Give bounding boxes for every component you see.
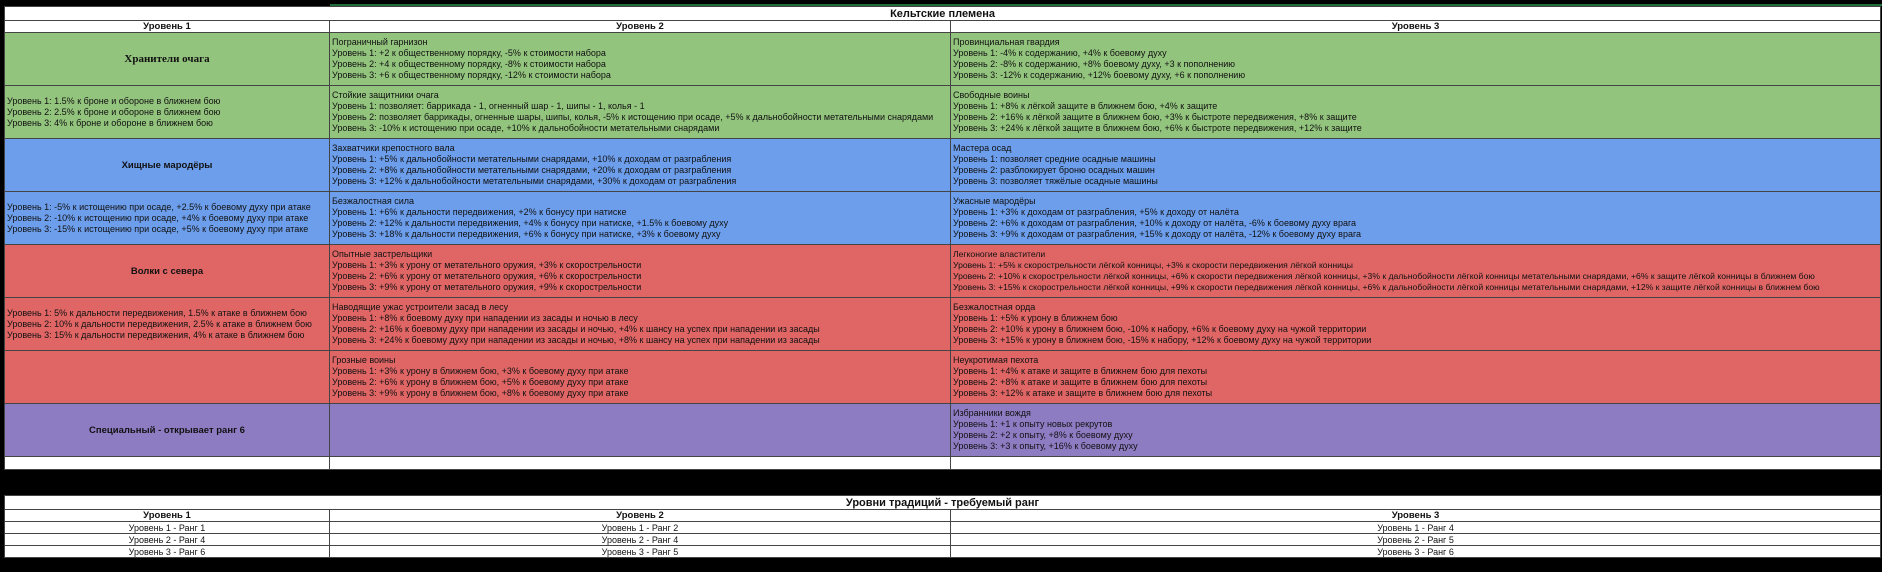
l3-line: Уровень 2: +8% к атаке и защите в ближнем бою для пехоты — [953, 377, 1208, 387]
l3-cell[interactable] — [951, 298, 1881, 351]
l3-line: Уровень 3: +15% к урону в ближнем бою, -15% к набору, +12% к боевому духу на чужой территории — [953, 335, 1372, 345]
l2-line: Уровень 1: +2 к общественному порядку, -5% к стоимости набора — [332, 48, 606, 58]
l1-cell[interactable] — [5, 298, 330, 351]
l3-title: Избранники вождя — [953, 408, 1031, 418]
l1-line: Уровень 3: 4% к броне и обороне в ближнем бою — [7, 117, 213, 128]
rank-cell[interactable]: Уровень 1 - Ранг 4 — [951, 522, 1881, 534]
l2-title: Захватчики крепостного вала — [332, 143, 455, 153]
l3-title: Ужасные мародёры — [953, 196, 1036, 206]
l3-cell[interactable] — [951, 245, 1881, 298]
rank-cell[interactable]: Уровень 2 - Ранг 4 — [5, 534, 330, 546]
l2-cell[interactable] — [330, 192, 951, 245]
l2-line: Уровень 2: +6% к урону в ближнем бою, +5% к боевому духу при атаке — [332, 377, 629, 387]
empty-cell[interactable] — [330, 404, 951, 457]
l3-cell[interactable] — [951, 404, 1881, 457]
tree-name-wolves[interactable]: Волки с севера — [5, 245, 330, 298]
rank-cell[interactable]: Уровень 3 - Ранг 5 — [330, 546, 951, 558]
ranks-header-2[interactable]: Уровень 2 — [330, 510, 951, 522]
l2-title: Опытные застрельщики — [332, 249, 433, 259]
table-title[interactable]: Кельтские племена — [5, 7, 1881, 21]
l2-line: Уровень 1: +3% к урону в ближнем бою, +3% к боевому духу при атаке — [332, 366, 629, 376]
l3-line: Уровень 3: +24% к лёгкой защите в ближнем бою, +6% к быстроте передвижения, +12% к защите — [953, 123, 1362, 133]
l3-title: Легконогие властители — [953, 249, 1046, 259]
l1-line: Уровень 1: 5% к дальности передвижения, 1.5% к атаке в ближнем бою — [7, 307, 307, 318]
l3-cell[interactable] — [951, 351, 1881, 404]
table-row — [5, 522, 1881, 534]
tree-name-hearth[interactable]: Хранители очага — [5, 33, 330, 86]
rank-cell[interactable]: Уровень 3 - Ранг 6 — [951, 546, 1881, 558]
col-header-3[interactable]: Уровень 3 — [951, 21, 1881, 33]
rank-cell[interactable]: Уровень 3 - Ранг 6 — [5, 546, 330, 558]
l3-line: Уровень 2: +6% к доходам от разграбления, +10% к доходу от налёта, -6% к боевому духу врага — [953, 218, 1357, 228]
l2-line: Уровень 2: +16% к боевому духу при нападении из засады и ночью, +4% к шансу на успех при нападении из засады — [332, 324, 820, 334]
l3-line: Уровень 2: разблокирует броню осадных машин — [953, 165, 1155, 175]
l2-line: Уровень 3: +24% к боевому духу при нападении из засады и ночью, +8% к шансу на успех при нападении из засады — [332, 335, 820, 345]
empty-cell[interactable] — [5, 457, 330, 470]
l3-line: Уровень 3: +9% к доходам от разграбления, +15% к доходу от налёта, -12% к боевому духу врага — [953, 229, 1362, 239]
l2-line: Уровень 3: +9% к урону в ближнем бою, +8% к боевому духу при атаке — [332, 388, 629, 398]
l2-line: Уровень 2: +6% к урону от метательного оружия, +6% к скорострельности — [332, 271, 642, 281]
l3-cell[interactable] — [951, 86, 1881, 139]
l1-line: Уровень 3: -15% к истощению при осаде, +5% к боевому духу при атаке — [7, 223, 309, 234]
l3-line: Уровень 1: +1 к опыту новых рекрутов — [953, 419, 1113, 429]
l3-line: Уровень 2: +10% к скорострельности лёгкой конницы, +6% к скорости передвижения лёгкой конницы, +3% к дальнобойности лёгкой конницы метательными снарядами, +6% к защите лёгкой конницы в ближнем бою — [953, 271, 1815, 281]
l2-line: Уровень 3: +9% к урону от метательного оружия, +9% к скорострельности — [332, 282, 642, 292]
l3-line: Уровень 2: +10% к урону в ближнем бою, -10% к набору, +6% к боевому духу на чужой территории — [953, 324, 1367, 334]
l3-line: Уровень 2: -8% к содержанию, +8% боевому духу, +3 к пополнению — [953, 59, 1236, 69]
l1-line: Уровень 2: -10% к истощению при осаде, +4% к боевому духу при атаке — [7, 212, 309, 223]
table-row — [5, 534, 1881, 546]
empty-cell[interactable] — [5, 351, 330, 404]
l2-line: Уровень 2: +8% к дальнобойности метательными снарядами, +20% к доходам от разграбления — [332, 165, 732, 175]
l3-line: Уровень 3: +12% к атаке и защите в ближнем бою для пехоты — [953, 388, 1213, 398]
l3-line: Уровень 1: +5% к скорострельности лёгкой конницы, +3% к скорости передвижения лёгкой конницы — [953, 260, 1353, 270]
l2-line: Уровень 2: +12% к дальности передвижения, +4% к бонусу при натиске, +1.5% к боевому духу — [332, 218, 729, 228]
l3-line: Уровень 3: +3 к опыту, +16% к боевому духу — [953, 441, 1138, 451]
l3-line: Уровень 1: +4% к атаке и защите в ближнем бою для пехоты — [953, 366, 1208, 376]
l3-title: Провинциальная гвардия — [953, 37, 1060, 47]
l2-cell[interactable] — [330, 298, 951, 351]
empty-cell[interactable] — [951, 457, 1881, 470]
l2-cell[interactable] — [330, 86, 951, 139]
l2-line: Уровень 1: +8% к боевому духу при нападении из засады и ночью в лесу — [332, 313, 638, 323]
l2-title: Стойкие защитники очага — [332, 90, 439, 100]
empty-cell[interactable] — [330, 457, 951, 470]
l2-line: Уровень 3: +18% к дальности передвижения, +6% к бонусу при натиске, +3% к боевому духу — [332, 229, 721, 239]
rank-cell[interactable]: Уровень 1 - Ранг 1 — [5, 522, 330, 534]
l3-line: Уровень 1: +8% к лёгкой защите в ближнем бою, +4% к защите — [953, 101, 1218, 111]
l3-cell[interactable] — [951, 139, 1881, 192]
l2-title: Безжалостная сила — [332, 196, 414, 206]
ranks-table — [4, 495, 1881, 558]
l1-line: Уровень 1: -5% к истощению при осаде, +2.5% к боевому духу при атаке — [7, 201, 311, 212]
l2-line: Уровень 3: +12% к дальнобойности метательными снарядами, +30% к доходам от разграбления — [332, 176, 737, 186]
l1-line: Уровень 2: 2.5% к броне и обороне в ближнем бою — [7, 106, 221, 117]
l2-title: Наводящие ужас устроители засад в лесу — [332, 302, 509, 312]
ranks-title[interactable]: Уровни традиций - требуемый ранг — [5, 496, 1881, 510]
l2-line: Уровень 2: позволяет баррикады, огненные шары, шипы, колья, -5% к истощению при осаде, +5% к дальнобойности метательными снарядами — [332, 112, 934, 122]
l1-cell[interactable] — [5, 86, 330, 139]
tree-name-marauders[interactable]: Хищные мародёры — [5, 139, 330, 192]
l3-line: Уровень 1: +3% к доходам от разграбления, +5% к доходу от налёта — [953, 207, 1239, 217]
l3-cell[interactable] — [951, 33, 1881, 86]
l2-title: Грозные воины — [332, 355, 396, 365]
l3-line: Уровень 2: +2 к опыту, +8% к боевому духу — [953, 430, 1133, 440]
rank-cell[interactable]: Уровень 2 - Ранг 5 — [951, 534, 1881, 546]
col-header-1[interactable]: Уровень 1 — [5, 21, 330, 33]
l2-title: Пограничный гарнизон — [332, 37, 428, 47]
rank-cell[interactable]: Уровень 1 - Ранг 2 — [330, 522, 951, 534]
l3-line: Уровень 3: позволяет тяжёлые осадные машины — [953, 176, 1158, 186]
l3-line: Уровень 3: -12% к содержанию, +12% боевому духу, +6 к пополнению — [953, 70, 1246, 80]
l3-line: Уровень 1: +5% к урону в ближнем бою — [953, 313, 1118, 323]
traditions-table — [4, 6, 1881, 470]
l1-line: Уровень 1: 1.5% к броне и обороне в ближнем бою — [7, 95, 221, 106]
l3-line: Уровень 3: +15% к скорострельности лёгкой конницы, +9% к скорости передвижения лёгкой конницы, +6% к дальнобойности лёгкой конницы метательными снарядами, +12% к защите лёгкой конницы в ближнем бою — [953, 282, 1820, 292]
l3-line: Уровень 1: позволяет средние осадные машины — [953, 154, 1156, 164]
l2-cell[interactable] — [330, 245, 951, 298]
tree-name-special[interactable]: Специальный - открывает ранг 6 — [5, 404, 330, 457]
l1-line: Уровень 3: 15% к дальности передвижения, 4% к атаке в ближнем бою — [7, 329, 305, 340]
col-header-2[interactable]: Уровень 2 — [330, 21, 951, 33]
l2-line: Уровень 1: +5% к дальнобойности метательными снарядами, +10% к доходам от разграбления — [332, 154, 732, 164]
l2-line: Уровень 1: позволяет: баррикада - 1, огненный шар - 1, шипы - 1, колья - 1 — [332, 101, 645, 111]
l2-line: Уровень 3: +6 к общественному порядку, -12% к стоимости набора — [332, 70, 611, 80]
l3-line: Уровень 1: -4% к содержанию, +4% к боевому духу — [953, 48, 1167, 58]
l2-line: Уровень 1: +6% к дальности передвижения, +2% к бонусу при натиске — [332, 207, 627, 217]
l3-title: Безжалостная орда — [953, 302, 1036, 312]
ranks-header-1[interactable]: Уровень 1 — [5, 510, 330, 522]
l3-title: Неукротимая пехота — [953, 355, 1039, 365]
ranks-header-3[interactable]: Уровень 3 — [951, 510, 1881, 522]
l3-line: Уровень 2: +16% к лёгкой защите в ближнем бою, +3% к быстроте передвижения, +8% к защите — [953, 112, 1357, 122]
l3-cell[interactable] — [951, 192, 1881, 245]
l3-title: Свободные воины — [953, 90, 1030, 100]
rank-cell[interactable]: Уровень 2 - Ранг 4 — [330, 534, 951, 546]
l2-line: Уровень 2: +4 к общественному порядку, -8% к стоимости набора — [332, 59, 606, 69]
table-row — [5, 546, 1881, 558]
l2-line: Уровень 1: +3% к урону от метательного оружия, +3% к скорострельности — [332, 260, 642, 270]
l1-cell[interactable] — [5, 192, 330, 245]
l2-cell[interactable] — [330, 351, 951, 404]
l2-line: Уровень 3: -10% к истощению при осаде, +10% к дальнобойности метательными снарядами — [332, 123, 720, 133]
l3-title: Мастера осад — [953, 143, 1012, 153]
l2-cell[interactable] — [330, 139, 951, 192]
l1-line: Уровень 2: 10% к дальности передвижения, 2.5% к атаке в ближнем бою — [7, 318, 312, 329]
l2-cell[interactable] — [330, 33, 951, 86]
